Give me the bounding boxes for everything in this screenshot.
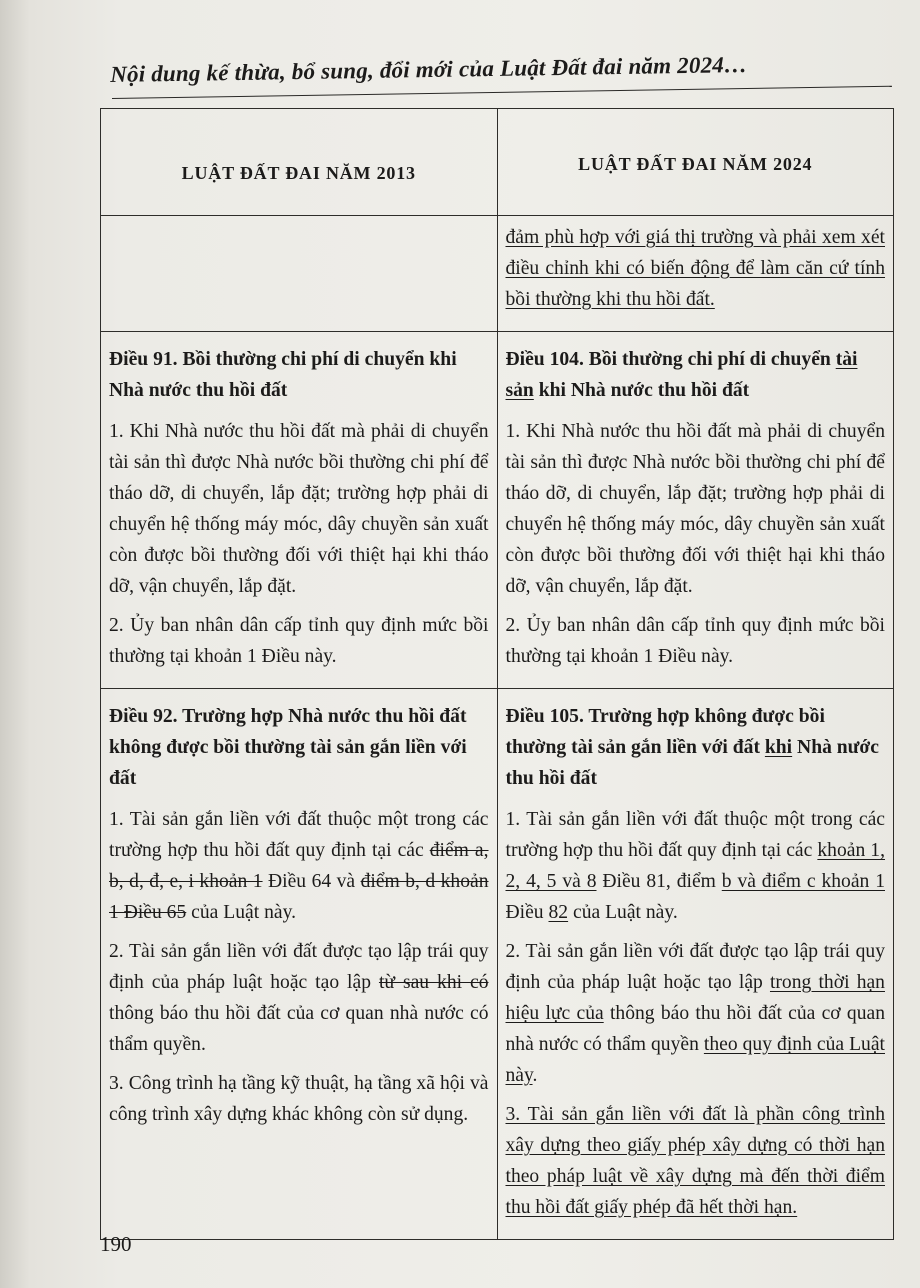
article-92-clause-1-struck: điểm a, b, d, đ, e, i khoản 1	[109, 840, 489, 892]
table-header-row	[101, 109, 894, 216]
article-92-clause-2-part: thông báo thu hồi đất của cơ quan nhà nước có thẩm quyền.	[109, 1003, 489, 1055]
article-92-clause-1-struck: điểm b, d khoản 1 Điều 65	[109, 871, 489, 923]
article-105-title-part: Điều 105. Trường hợp không được bồi thường tài sản gắn liền với đất	[505, 706, 825, 758]
article-105-clause-3	[506, 1099, 886, 1223]
article-105-clause-2-underlined: theo quy định của Luật này	[505, 1034, 885, 1086]
article-91-cell	[101, 332, 498, 689]
article-92-title: Điều 92. Trường hợp Nhà nước thu hồi đất không được bồi thường tài sản gắn liền với đất	[109, 706, 467, 789]
continuation-right-cell	[497, 216, 894, 332]
article-105-cell	[497, 689, 894, 1240]
table-row-continuation	[101, 216, 894, 332]
article-104-cell	[497, 332, 894, 689]
article-105-clause-1-underlined: khoản 1, 2, 4, 5 và 8	[505, 840, 886, 892]
article-105-title	[506, 701, 886, 794]
table-row-article-91-104	[101, 332, 894, 689]
running-head: Nội dung kế thừa, bổ sung, đổi mới của Luật Đất đai năm 2024…	[110, 51, 748, 87]
article-104-clause-2: 2. Ủy ban nhân dân cấp tỉnh quy định mức bồi thường tại khoản 1 Điều này.	[505, 615, 885, 667]
article-104-title-part: Điều 104. Bồi thường chi phí di chuyển	[505, 349, 836, 370]
article-104-title	[506, 344, 886, 406]
article-105-clause-1-part: của Luật này.	[568, 902, 678, 923]
article-105-clause-1	[506, 804, 886, 928]
article-105-clause-1-part: 1. Tài sản gắn liền với đất thuộc một trong các trường hợp thu hồi đất quy định tại các	[505, 809, 885, 861]
article-91-clause-1: 1. Khi Nhà nước thu hồi đất mà phải di chuyển tài sản thì được Nhà nước bồi thường chi phí để tháo dỡ, di chuyển, lắp đặt; trường hợp phải di chuyển hệ thống máy móc, dây chuyền sản xuất còn được bồi thường đối với thiệt hại khi tháo dỡ, vận chuyển, lắp đặt.	[109, 421, 489, 597]
article-105-clause-2	[506, 936, 886, 1091]
article-92-clause-2	[109, 936, 489, 1060]
article-92-clause-3: 3. Công trình hạ tầng kỹ thuật, hạ tầng xã hội và công trình xây dựng khác không còn sử dụng.	[109, 1073, 489, 1125]
article-105-title-part: Nhà nước thu hồi đất	[505, 737, 879, 789]
column-header-2013: LUẬT ĐẤT ĐAI NĂM 2013	[101, 109, 498, 216]
article-92-clause-2-part: 2. Tài sản gắn liền với đất được tạo lập trái quy định của pháp luật hoặc tạo lập	[109, 941, 489, 993]
article-92-clause-2-struck: từ sau khi có	[378, 972, 489, 993]
continuation-left-cell	[101, 216, 498, 332]
article-105-clause-2-part: .	[532, 1065, 538, 1086]
article-92-cell	[101, 689, 498, 1240]
page-number: 190	[100, 1232, 132, 1256]
article-105-clause-1-underlined: b và điểm c khoản 1	[721, 871, 885, 892]
column-header-2024: LUẬT ĐẤT ĐAI NĂM 2024	[497, 109, 894, 216]
article-92-clause-1-part: Điều 64 và	[262, 871, 361, 892]
article-92-clause-1-part: 1. Tài sản gắn liền với đất thuộc một trong các trường hợp thu hồi đất quy định tại các	[109, 809, 489, 861]
article-105-clause-1-part: Điều	[505, 902, 549, 923]
article-104-clause-1: 1. Khi Nhà nước thu hồi đất mà phải di chuyển tài sản thì được Nhà nước bồi thường chi phí để tháo dỡ, di chuyển, lắp đặt; trường hợp phải di chuyển hệ thống máy móc, dây chuyền sản xuất còn được bồi thường đối với thiệt hại khi tháo dỡ, vận chuyển, lắp đặt.	[505, 421, 885, 597]
article-105-clause-2-part: 2. Tài sản gắn liền với đất được tạo lập trái quy định của pháp luật hoặc tạo lập	[505, 941, 885, 993]
article-91-title: Điều 91. Bồi thường chi phí di chuyển khi Nhà nước thu hồi đất	[109, 349, 457, 401]
article-92-clause-1-part: của Luật này.	[186, 902, 296, 923]
comparison-table	[100, 108, 894, 1240]
article-91-clause-2: 2. Ủy ban nhân dân cấp tỉnh quy định mức bồi thường tại khoản 1 Điều này.	[109, 615, 489, 667]
article-105-title-underlined: khi	[764, 737, 793, 758]
article-105-clause-1-underlined: 82	[548, 902, 569, 923]
article-105-clause-3-underlined: 3. Tài sản gắn liền với đất là phần công trình xây dựng theo giấy phép xây dựng có thời hạn theo pháp luật về xây dựng mà đến thời điểm thu hồi đất giấy phép đã hết thời hạn.	[505, 1104, 885, 1218]
continuation-text	[506, 222, 886, 315]
article-104-title-part: khi Nhà nước thu hồi đất	[533, 380, 750, 401]
continuation-underlined-text: đảm phù hợp với giá thị trường và phải xem xét điều chỉnh khi có biến động để làm căn cứ tính bồi thường khi thu hồi đất.	[505, 227, 885, 310]
article-92-clause-1	[109, 804, 489, 928]
article-105-clause-2-underlined: trong thời hạn hiệu lực của	[505, 972, 885, 1024]
article-104-title-underlined: tài sản	[505, 349, 858, 401]
article-105-clause-2-part: thông báo thu hồi đất của cơ quan nhà nước có thẩm quyền	[505, 1003, 885, 1055]
article-105-clause-1-part: Điều 81, điểm	[596, 871, 722, 892]
running-head-rule	[112, 86, 892, 99]
table-row-article-92-105	[101, 689, 894, 1240]
